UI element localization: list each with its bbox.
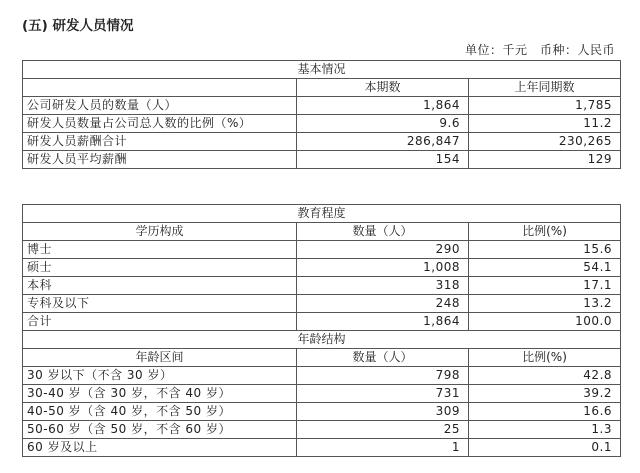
table-row <box>23 295 621 313</box>
row-prior-value: 1,785 <box>469 97 621 115</box>
row-count: 798 <box>297 367 469 385</box>
row-ratio: 42.8 <box>469 367 621 385</box>
row-count: 309 <box>297 403 469 421</box>
row-count: 290 <box>297 241 469 259</box>
education-title: 教育程度 <box>23 205 621 223</box>
table-row <box>23 259 621 277</box>
education-header-degree: 学历构成 <box>23 223 297 241</box>
row-count: 731 <box>297 385 469 403</box>
row-label: 60 岁及以上 <box>23 439 297 457</box>
section-title: (五) 研发人员情况 <box>22 18 134 34</box>
row-count: 248 <box>297 295 469 313</box>
table-row <box>23 277 621 295</box>
table-row <box>23 439 621 457</box>
row-label: 硕士 <box>23 259 297 277</box>
table-row <box>23 133 621 151</box>
unit-currency-line: 单位：千元 币种：人民币 <box>464 43 615 57</box>
row-ratio: 17.1 <box>469 277 621 295</box>
row-current-value: 154 <box>297 151 469 169</box>
table-row <box>23 241 621 259</box>
row-label: 50-60 岁（含 50 岁，不含 60 岁） <box>23 421 297 439</box>
basic-header-current: 本期数 <box>297 79 469 97</box>
row-current-value: 286,847 <box>297 133 469 151</box>
row-count: 1,008 <box>297 259 469 277</box>
row-ratio: 39.2 <box>469 385 621 403</box>
basic-info-title: 基本情况 <box>23 61 621 79</box>
row-label: 研发人员薪酬合计 <box>23 133 297 151</box>
row-ratio: 13.2 <box>469 295 621 313</box>
row-label: 30-40 岁（含 30 岁，不含 40 岁） <box>23 385 297 403</box>
table-row <box>23 97 621 115</box>
table-row <box>23 421 621 439</box>
table-row <box>23 403 621 421</box>
row-ratio: 100.0 <box>469 313 621 331</box>
row-count: 25 <box>297 421 469 439</box>
row-label: 专科及以下 <box>23 295 297 313</box>
education-age-table <box>22 204 621 457</box>
row-current-value: 1,864 <box>297 97 469 115</box>
row-label: 研发人员平均薪酬 <box>23 151 297 169</box>
row-label: 公司研发人员的数量（人） <box>23 97 297 115</box>
row-current-value: 9.6 <box>297 115 469 133</box>
row-label: 研发人员数量占公司总人数的比例（%） <box>23 115 297 133</box>
row-ratio: 15.6 <box>469 241 621 259</box>
basic-header-prior: 上年同期数 <box>469 79 621 97</box>
row-count: 318 <box>297 277 469 295</box>
row-ratio: 0.1 <box>469 439 621 457</box>
row-count: 1,864 <box>297 313 469 331</box>
row-label: 30 岁以下（不含 30 岁） <box>23 367 297 385</box>
education-header-ratio: 比例(%) <box>469 223 621 241</box>
table-row <box>23 385 621 403</box>
row-prior-value: 129 <box>469 151 621 169</box>
education-header-count: 数量（人） <box>297 223 469 241</box>
age-title: 年龄结构 <box>23 331 621 349</box>
basic-header-empty <box>23 79 297 97</box>
table-row <box>23 151 621 169</box>
age-header-ratio: 比例(%) <box>469 349 621 367</box>
row-count: 1 <box>297 439 469 457</box>
table-row <box>23 313 621 331</box>
row-prior-value: 11.2 <box>469 115 621 133</box>
row-label: 本科 <box>23 277 297 295</box>
table-row <box>23 367 621 385</box>
row-label: 合计 <box>23 313 297 331</box>
row-label: 博士 <box>23 241 297 259</box>
age-header-count: 数量（人） <box>297 349 469 367</box>
row-prior-value: 230,265 <box>469 133 621 151</box>
row-ratio: 54.1 <box>469 259 621 277</box>
basic-info-table <box>22 60 621 169</box>
row-ratio: 1.3 <box>469 421 621 439</box>
table-row <box>23 115 621 133</box>
row-label: 40-50 岁（含 40 岁，不含 50 岁） <box>23 403 297 421</box>
row-ratio: 16.6 <box>469 403 621 421</box>
age-header-range: 年龄区间 <box>23 349 297 367</box>
